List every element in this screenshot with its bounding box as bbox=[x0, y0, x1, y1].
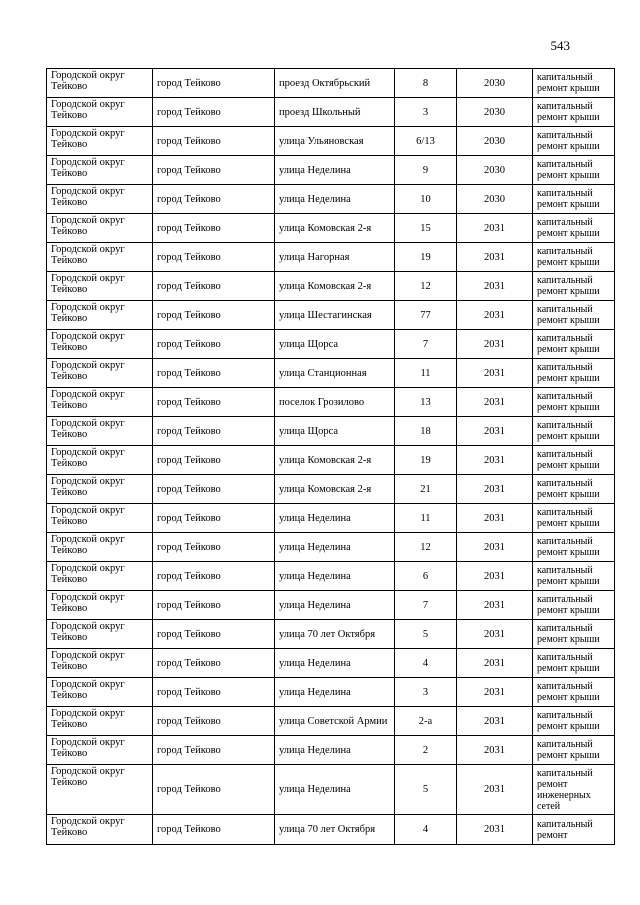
street-cell: улица Неделина bbox=[275, 678, 395, 707]
street-cell: улица Неделина bbox=[275, 185, 395, 214]
table-row bbox=[47, 736, 615, 765]
work-type-cell: капитальный ремонт крыши bbox=[533, 185, 615, 214]
work-type-cell: капитальный ремонт крыши bbox=[533, 446, 615, 475]
house-number-cell: 7 bbox=[395, 591, 457, 620]
work-type-cell: капитальный ремонт крыши bbox=[533, 98, 615, 127]
house-number-cell: 19 bbox=[395, 446, 457, 475]
year-cell: 2031 bbox=[457, 765, 533, 815]
settlement-cell: город Тейково bbox=[153, 707, 275, 736]
street-cell: улица Неделина bbox=[275, 504, 395, 533]
municipality-cell: Городской округ Тейково bbox=[47, 620, 153, 649]
repair-schedule-table bbox=[46, 68, 615, 845]
municipality-cell: Городской округ Тейково bbox=[47, 533, 153, 562]
work-type-cell: капитальный ремонт крыши bbox=[533, 475, 615, 504]
table-row bbox=[47, 98, 615, 127]
page-number: 543 bbox=[550, 38, 570, 53]
house-number-cell: 2-а bbox=[395, 707, 457, 736]
table-row bbox=[47, 475, 615, 504]
year-cell: 2031 bbox=[457, 707, 533, 736]
year-cell: 2031 bbox=[457, 815, 533, 845]
table-row bbox=[47, 156, 615, 185]
settlement-cell: город Тейково bbox=[153, 562, 275, 591]
settlement-cell: город Тейково bbox=[153, 736, 275, 765]
work-type-cell: капитальный ремонт крыши bbox=[533, 243, 615, 272]
house-number-cell: 15 bbox=[395, 214, 457, 243]
table-row bbox=[47, 620, 615, 649]
table-row bbox=[47, 243, 615, 272]
year-cell: 2031 bbox=[457, 649, 533, 678]
street-cell: улица Неделина bbox=[275, 765, 395, 815]
street-cell: улица Нагорная bbox=[275, 243, 395, 272]
municipality-cell: Городской округ Тейково bbox=[47, 272, 153, 301]
settlement-cell: город Тейково bbox=[153, 127, 275, 156]
year-cell: 2031 bbox=[457, 475, 533, 504]
house-number-cell: 6/13 bbox=[395, 127, 457, 156]
settlement-cell: город Тейково bbox=[153, 620, 275, 649]
street-cell: улица Неделина bbox=[275, 156, 395, 185]
house-number-cell: 12 bbox=[395, 533, 457, 562]
house-number-cell: 9 bbox=[395, 156, 457, 185]
year-cell: 2031 bbox=[457, 359, 533, 388]
street-cell: улица Комовская 2-я bbox=[275, 214, 395, 243]
settlement-cell: город Тейково bbox=[153, 591, 275, 620]
house-number-cell: 5 bbox=[395, 620, 457, 649]
settlement-cell: город Тейково bbox=[153, 330, 275, 359]
year-cell: 2031 bbox=[457, 388, 533, 417]
house-number-cell: 7 bbox=[395, 330, 457, 359]
house-number-cell: 4 bbox=[395, 815, 457, 845]
settlement-cell: город Тейково bbox=[153, 815, 275, 845]
work-type-cell: капитальный ремонт крыши bbox=[533, 330, 615, 359]
table-row bbox=[47, 815, 615, 845]
year-cell: 2031 bbox=[457, 272, 533, 301]
house-number-cell: 10 bbox=[395, 185, 457, 214]
municipality-cell: Городской округ Тейково bbox=[47, 707, 153, 736]
street-cell: улица Неделина bbox=[275, 591, 395, 620]
year-cell: 2031 bbox=[457, 417, 533, 446]
municipality-cell: Городской округ Тейково bbox=[47, 214, 153, 243]
street-cell: улица Советской Армии bbox=[275, 707, 395, 736]
house-number-cell: 4 bbox=[395, 649, 457, 678]
year-cell: 2031 bbox=[457, 591, 533, 620]
street-cell: проезд Октябрьский bbox=[275, 69, 395, 98]
street-cell: улица Ульяновская bbox=[275, 127, 395, 156]
house-number-cell: 3 bbox=[395, 678, 457, 707]
municipality-cell: Городской округ Тейково bbox=[47, 301, 153, 330]
table-row bbox=[47, 417, 615, 446]
settlement-cell: город Тейково bbox=[153, 272, 275, 301]
year-cell: 2031 bbox=[457, 214, 533, 243]
municipality-cell: Городской округ Тейково bbox=[47, 359, 153, 388]
table-row bbox=[47, 359, 615, 388]
settlement-cell: город Тейково bbox=[153, 678, 275, 707]
work-type-cell: капитальный ремонт bbox=[533, 815, 615, 845]
street-cell: улица Неделина bbox=[275, 736, 395, 765]
table-row bbox=[47, 504, 615, 533]
street-cell: улица Комовская 2-я bbox=[275, 475, 395, 504]
street-cell: поселок Грозилово bbox=[275, 388, 395, 417]
year-cell: 2031 bbox=[457, 533, 533, 562]
street-cell: улица Станционная bbox=[275, 359, 395, 388]
year-cell: 2031 bbox=[457, 620, 533, 649]
settlement-cell: город Тейково bbox=[153, 359, 275, 388]
table-row bbox=[47, 707, 615, 736]
table-row bbox=[47, 127, 615, 156]
year-cell: 2031 bbox=[457, 504, 533, 533]
year-cell: 2030 bbox=[457, 156, 533, 185]
house-number-cell: 11 bbox=[395, 504, 457, 533]
street-cell: проезд Школьный bbox=[275, 98, 395, 127]
table-row bbox=[47, 678, 615, 707]
settlement-cell: город Тейково bbox=[153, 765, 275, 815]
settlement-cell: город Тейково bbox=[153, 446, 275, 475]
street-cell: улица Неделина bbox=[275, 562, 395, 591]
year-cell: 2031 bbox=[457, 301, 533, 330]
work-type-cell: капитальный ремонт инженерных сетей bbox=[533, 765, 615, 815]
street-cell: улица 70 лет Октября bbox=[275, 620, 395, 649]
settlement-cell: город Тейково bbox=[153, 417, 275, 446]
year-cell: 2031 bbox=[457, 243, 533, 272]
year-cell: 2030 bbox=[457, 127, 533, 156]
municipality-cell: Городской округ Тейково bbox=[47, 649, 153, 678]
year-cell: 2031 bbox=[457, 330, 533, 359]
settlement-cell: город Тейково bbox=[153, 156, 275, 185]
street-cell: улица 70 лет Октября bbox=[275, 815, 395, 845]
table-row bbox=[47, 214, 615, 243]
house-number-cell: 2 bbox=[395, 736, 457, 765]
house-number-cell: 5 bbox=[395, 765, 457, 815]
house-number-cell: 19 bbox=[395, 243, 457, 272]
table-row bbox=[47, 301, 615, 330]
work-type-cell: капитальный ремонт крыши bbox=[533, 127, 615, 156]
municipality-cell: Городской округ Тейково bbox=[47, 127, 153, 156]
work-type-cell: капитальный ремонт крыши bbox=[533, 69, 615, 98]
street-cell: улица Щорса bbox=[275, 330, 395, 359]
table-body bbox=[47, 69, 615, 845]
municipality-cell: Городской округ Тейково bbox=[47, 388, 153, 417]
house-number-cell: 3 bbox=[395, 98, 457, 127]
work-type-cell: капитальный ремонт крыши bbox=[533, 301, 615, 330]
settlement-cell: город Тейково bbox=[153, 504, 275, 533]
work-type-cell: капитальный ремонт крыши bbox=[533, 620, 615, 649]
street-cell: улица Щорса bbox=[275, 417, 395, 446]
table-row bbox=[47, 533, 615, 562]
year-cell: 2031 bbox=[457, 678, 533, 707]
house-number-cell: 12 bbox=[395, 272, 457, 301]
settlement-cell: город Тейково bbox=[153, 69, 275, 98]
municipality-cell: Городской округ Тейково bbox=[47, 156, 153, 185]
work-type-cell: капитальный ремонт крыши bbox=[533, 649, 615, 678]
municipality-cell: Городской округ Тейково bbox=[47, 185, 153, 214]
table-row bbox=[47, 562, 615, 591]
work-type-cell: капитальный ремонт крыши bbox=[533, 156, 615, 185]
settlement-cell: город Тейково bbox=[153, 301, 275, 330]
settlement-cell: город Тейково bbox=[153, 98, 275, 127]
house-number-cell: 77 bbox=[395, 301, 457, 330]
year-cell: 2030 bbox=[457, 185, 533, 214]
house-number-cell: 6 bbox=[395, 562, 457, 591]
street-cell: улица Комовская 2-я bbox=[275, 272, 395, 301]
table-row bbox=[47, 330, 615, 359]
settlement-cell: город Тейково bbox=[153, 533, 275, 562]
municipality-cell: Городской округ Тейково bbox=[47, 330, 153, 359]
year-cell: 2031 bbox=[457, 736, 533, 765]
work-type-cell: капитальный ремонт крыши bbox=[533, 272, 615, 301]
municipality-cell: Городской округ Тейково bbox=[47, 678, 153, 707]
municipality-cell: Городской округ Тейково bbox=[47, 504, 153, 533]
settlement-cell: город Тейково bbox=[153, 185, 275, 214]
table-row bbox=[47, 388, 615, 417]
settlement-cell: город Тейково bbox=[153, 214, 275, 243]
year-cell: 2031 bbox=[457, 446, 533, 475]
work-type-cell: капитальный ремонт крыши bbox=[533, 417, 615, 446]
municipality-cell: Городской округ Тейково bbox=[47, 98, 153, 127]
house-number-cell: 21 bbox=[395, 475, 457, 504]
street-cell: улица Шестагинская bbox=[275, 301, 395, 330]
house-number-cell: 18 bbox=[395, 417, 457, 446]
municipality-cell: Городской округ Тейково bbox=[47, 417, 153, 446]
table-row bbox=[47, 69, 615, 98]
municipality-cell: Городской округ Тейково bbox=[47, 69, 153, 98]
work-type-cell: капитальный ремонт крыши bbox=[533, 707, 615, 736]
work-type-cell: капитальный ремонт крыши bbox=[533, 214, 615, 243]
work-type-cell: капитальный ремонт крыши bbox=[533, 678, 615, 707]
municipality-cell: Городской округ Тейково bbox=[47, 562, 153, 591]
settlement-cell: город Тейково bbox=[153, 649, 275, 678]
municipality-cell: Городской округ Тейково bbox=[47, 446, 153, 475]
work-type-cell: капитальный ремонт крыши bbox=[533, 562, 615, 591]
table-row bbox=[47, 185, 615, 214]
street-cell: улица Комовская 2-я bbox=[275, 446, 395, 475]
settlement-cell: город Тейково bbox=[153, 475, 275, 504]
year-cell: 2030 bbox=[457, 98, 533, 127]
work-type-cell: капитальный ремонт крыши bbox=[533, 591, 615, 620]
table-row bbox=[47, 765, 615, 815]
municipality-cell: Городской округ Тейково bbox=[47, 815, 153, 845]
settlement-cell: город Тейково bbox=[153, 243, 275, 272]
municipality-cell: Городской округ Тейково bbox=[47, 243, 153, 272]
street-cell: улица Неделина bbox=[275, 533, 395, 562]
table-row bbox=[47, 272, 615, 301]
municipality-cell: Городской округ Тейково bbox=[47, 475, 153, 504]
house-number-cell: 11 bbox=[395, 359, 457, 388]
municipality-cell: Городской округ Тейково bbox=[47, 765, 153, 815]
work-type-cell: капитальный ремонт крыши bbox=[533, 504, 615, 533]
table-row bbox=[47, 649, 615, 678]
year-cell: 2031 bbox=[457, 562, 533, 591]
settlement-cell: город Тейково bbox=[153, 388, 275, 417]
work-type-cell: капитальный ремонт крыши bbox=[533, 533, 615, 562]
house-number-cell: 8 bbox=[395, 69, 457, 98]
work-type-cell: капитальный ремонт крыши bbox=[533, 359, 615, 388]
street-cell: улица Неделина bbox=[275, 649, 395, 678]
table-row bbox=[47, 446, 615, 475]
work-type-cell: капитальный ремонт крыши bbox=[533, 736, 615, 765]
house-number-cell: 13 bbox=[395, 388, 457, 417]
table-row bbox=[47, 591, 615, 620]
municipality-cell: Городской округ Тейково bbox=[47, 591, 153, 620]
municipality-cell: Городской округ Тейково bbox=[47, 736, 153, 765]
work-type-cell: капитальный ремонт крыши bbox=[533, 388, 615, 417]
year-cell: 2030 bbox=[457, 69, 533, 98]
